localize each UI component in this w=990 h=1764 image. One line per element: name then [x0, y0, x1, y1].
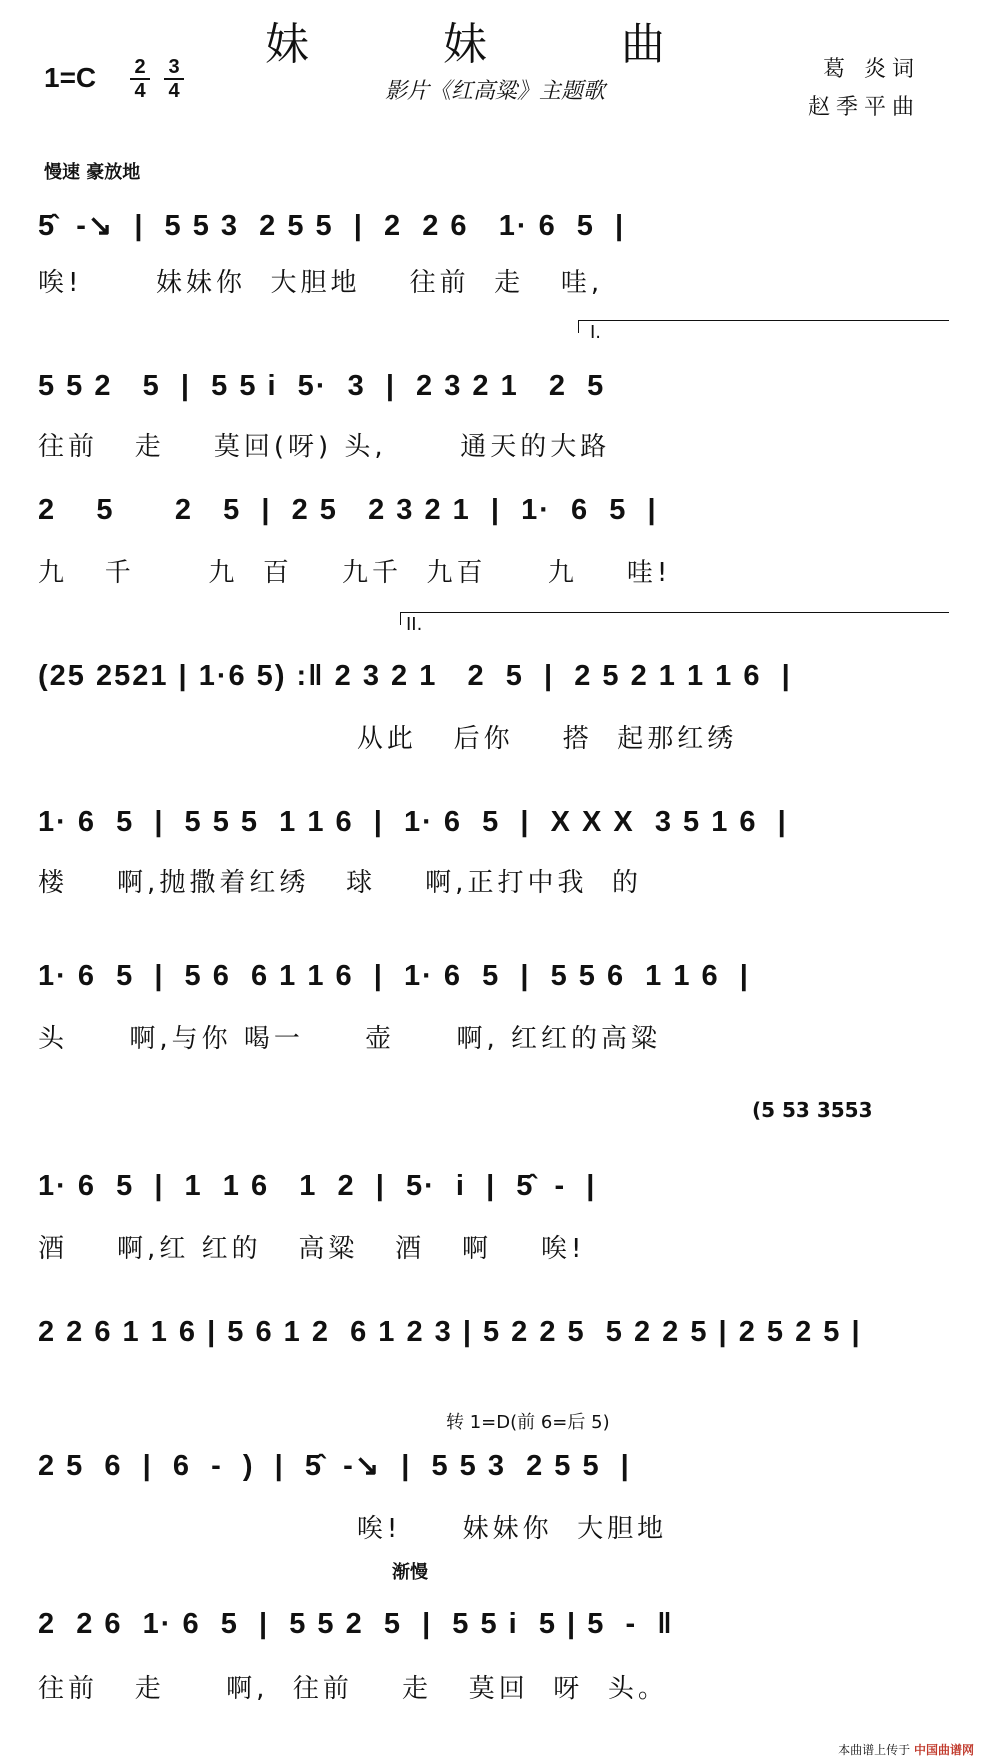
lyrics-row-5: 楼 啊,抛撒着红绣 球 啊,正打中我 的	[38, 868, 642, 898]
notation-row-1: 5̂ -↘ | 5 5 3 2 5 5 | 2 2 6 1· 6 5 |	[38, 210, 626, 242]
lyrics-row-9: 唉! 妹妹你 大胆地	[38, 1514, 668, 1544]
key-signature: 1=C	[44, 62, 97, 93]
meter-num: 3	[168, 56, 180, 78]
tempo-marking: 慢速 豪放地	[44, 162, 141, 183]
site-footer	[838, 1741, 974, 1758]
notation-row-10: 2 2 6 1· 6 5 | 5 5 2 5 | 5 5 i 5 | 5 - ‖	[38, 1608, 674, 1640]
notation-row-5: 1· 6 5 | 5 5 5 1 1 6 | 1· 6 5 | X X X 3 5 1 6 |	[38, 806, 788, 838]
song-title: 妹 妹 曲	[265, 19, 725, 70]
lyricist: 葛 炎词	[823, 57, 920, 82]
modulation-note: 转 1=D(前 6=后 5)	[446, 1412, 610, 1433]
lyrics-row-10: 往前 走 啊, 往前 走 莫回 呀 头。	[38, 1674, 668, 1704]
volta-2-label: II.	[406, 614, 423, 635]
lyrics-row-6: 头 啊,与你 喝一 壶 啊, 红红的高粱	[38, 1024, 662, 1054]
meter-den: 4	[168, 80, 180, 102]
bracket-prelude: (5 53 3553	[752, 1098, 873, 1122]
notation-row-9: 2 5 6 | 6 - ) | 5̂ -↘ | 5 5 3 2 5 5 |	[38, 1450, 631, 1482]
notation-row-2: 5 5 2 5 | 5 5 i 5· 3 | 2 3 2 1 2 5	[38, 370, 606, 402]
lyrics-row-2: 往前 走 莫回(呀) 头, 通天的大路	[38, 432, 611, 462]
notation-row-8: 2 2 6 1 1 6 | 5 6 1 2 6 1 2 3 | 5 2 2 5 5 2 2 5 | 2 5 2 5 |	[38, 1316, 862, 1348]
lyrics-row-1: 唉! 妹妹你 大胆地 往前 走 哇,	[38, 268, 604, 298]
notation-row-6: 1· 6 5 | 5 6 6 1 1 6 | 1· 6 5 | 5 5 6 1 1 6 |	[38, 960, 750, 992]
notation-row-7: 1· 6 5 | 1 1 6 1 2 | 5· i | 5̂ - |	[38, 1170, 597, 1202]
meter-num: 2	[134, 56, 146, 78]
notation-row-4: (25 2521 | 1·6 5) :‖ 2 3 2 1 2 5 | 2 5 2 1 1 1 6 |	[38, 660, 792, 692]
meter-den: 4	[134, 80, 146, 102]
volta-1-label: I.	[590, 322, 602, 343]
lyrics-row-3: 九 千 九 百 九千 九百 九 哇!	[38, 558, 672, 588]
lyrics-row-4: 从此 后你 搭 起那红绣	[38, 724, 738, 754]
composer: 赵季平曲	[807, 95, 920, 120]
volta-bracket-1	[578, 320, 949, 333]
subtitle: 影片《红高粱》主题歌	[384, 79, 605, 104]
notation-row-3: 2 5 2 5 | 2 5 2 3 2 1 | 1· 6 5 |	[38, 494, 658, 526]
footer-brand-link[interactable]: 中国曲谱网	[913, 1743, 974, 1757]
tempo-slowing: 渐慢	[392, 1562, 428, 1583]
lyrics-row-7: 酒 啊,红 红的 高粱 酒 啊 唉!	[38, 1234, 586, 1264]
footer-prefix: 本曲谱上传于	[838, 1743, 911, 1757]
volta-bracket-2	[400, 612, 949, 625]
